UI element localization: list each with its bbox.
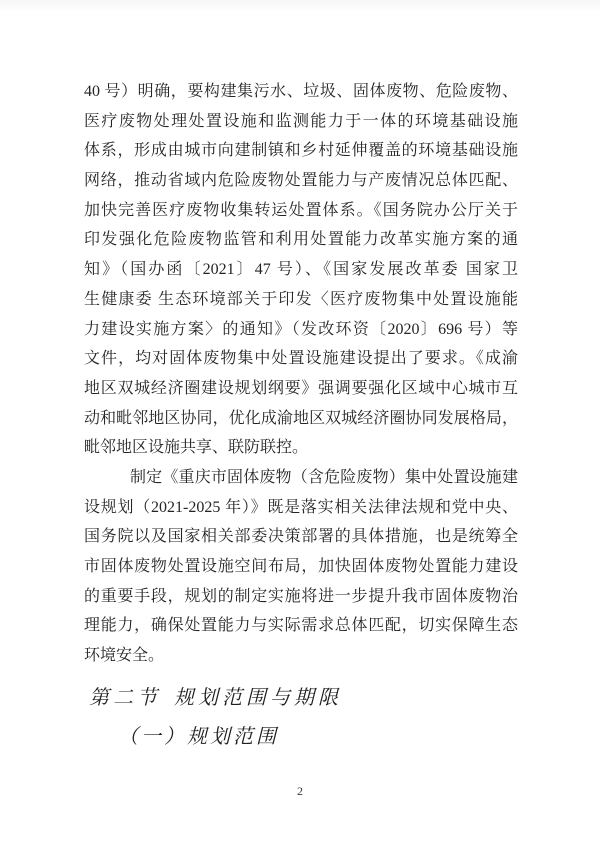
body-line-6: 印发强化危险废物监管和利用处置能力改革实施方案的通	[84, 231, 518, 249]
body-line-7: 知》（国办函〔2021〕47 号）、《国家发展改革委 国家卫	[84, 261, 518, 279]
body-line-12: 动和毗邻地区协同，优化成渝地区双城经济圈协同发展格局，	[84, 409, 518, 427]
body-text	[84, 77, 518, 671]
body-line-10: 文件，均对固体废物集中处置设施建设提出了要求。《成渝	[84, 350, 518, 368]
body-line-16: 国务院以及国家相关部委决策部署的具体措施，也是统筹全	[84, 528, 518, 546]
body-line-11: 地区双城经济圈建设规划纲要》强调要强化区域中心城市互	[84, 379, 518, 397]
body-line-20: 环境安全。	[84, 647, 165, 665]
body-line-9: 力建设实施方案〉的通知》（发改环资〔2020〕696 号）等	[84, 320, 518, 338]
subsection-heading: （一）规划范围	[118, 726, 279, 748]
body-line-17: 市固体废物处置设施空间布局，加快固体废物处置能力建设	[84, 558, 518, 575]
body-line-4: 网络，推动省域内危险废物处置能力与产废情况总体匹配、	[84, 172, 518, 190]
body-line-8: 生健康委 生态环境部关于印发〈医疗废物集中处置设施能	[84, 290, 518, 308]
body-line-5: 加快完善医疗废物收集转运处置体系。《国务院办公厅关于	[84, 201, 518, 219]
scan-edge-shading	[0, 0, 600, 12]
body-line-3: 体系，形成由城市向建制镇和乡村延伸覆盖的环境基础设施	[84, 142, 518, 160]
body-line-19: 理能力，确保处置能力与实际需求总体匹配，切实保障生态	[84, 617, 518, 635]
section-heading: 第二节 规划范围与期限	[89, 687, 342, 709]
body-line-18: 的重要手段，规划的制定实施将进一步提升我市固体废物治	[84, 587, 518, 605]
body-line-1: 40 号）明确，要构建集污水、垃圾、固体废物、危险废物、	[84, 83, 518, 100]
body-line-2: 医疗废物处理处置设施和监测能力于一体的环境基础设施	[84, 112, 518, 130]
body-line-15: 设规划（2021-2025 年）》既是落实相关法律法规和党中央、	[84, 498, 518, 516]
body-line-13: 毗邻地区设施共享、联防联控。	[84, 439, 309, 457]
page-number: 2	[297, 784, 303, 798]
body-line-14: 制定《重庆市固体废物（含危险废物）集中处置设施建	[130, 468, 518, 486]
